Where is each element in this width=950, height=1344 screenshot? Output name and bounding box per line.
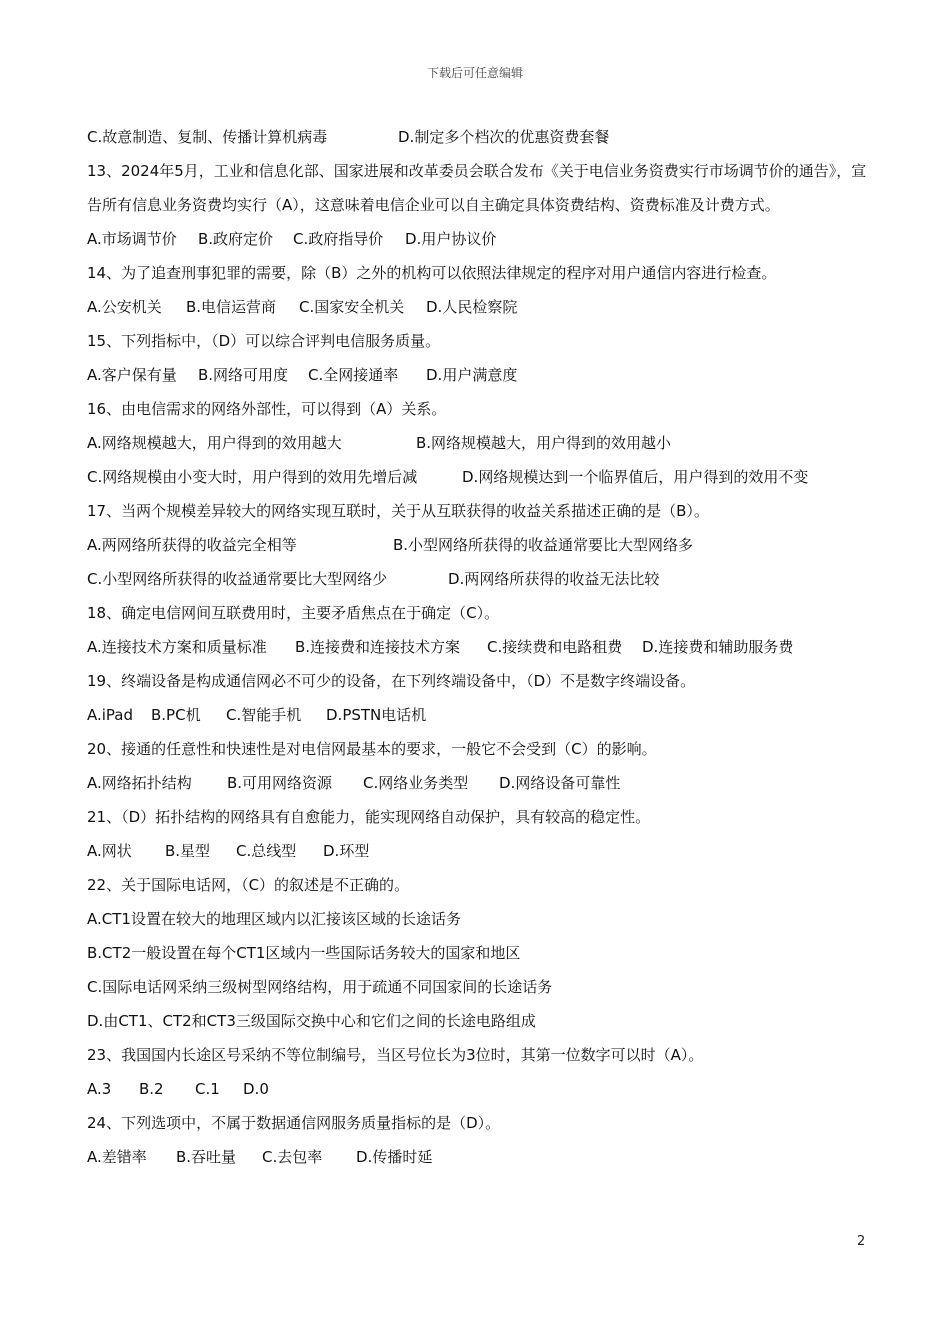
answer-option: C.接续费和电路租费 (487, 638, 623, 656)
answer-option: C.全网接通率 (308, 366, 399, 384)
document-body (87, 120, 867, 1174)
question-text: C.国际电话网采纳三级树型网络结构，用于疏通不同国家间的长途话务 (87, 978, 553, 996)
question-text: 24、下列选项中，不属于数据通信网服务质量指标的是（D）。 (87, 1114, 501, 1132)
answer-option: A.两网络所获得的收益完全相等 (87, 536, 297, 554)
answer-option: A.市场调节价 (87, 230, 177, 248)
options-row (87, 698, 867, 732)
answer-option: B.小型网络所获得的收益通常要比大型网络多 (393, 536, 694, 554)
question-text: 21、（D）拓扑结构的网络具有自愈能力，能实现网络自动保护，具有较高的稳定性。 (87, 808, 651, 826)
question-text: 14、为了追查刑事犯罪的需要，除（B）之外的机构可以依照法律规定的程序对用户通信内容进行检查。 (87, 264, 777, 282)
answer-option: D.PSTN电话机 (326, 706, 427, 724)
question-text: 18、确定电信网间互联费用时，主要矛盾焦点在于确定（C）。 (87, 604, 500, 622)
answer-option: A.iPad (87, 706, 134, 724)
options-row (87, 630, 867, 664)
question-text: 16、由电信需求的网络外部性，可以得到（A）关系。 (87, 400, 447, 418)
answer-option: A.网络拓扑结构 (87, 774, 192, 792)
options-row (87, 290, 867, 324)
answer-option: C.小型网络所获得的收益通常要比大型网络少 (87, 570, 388, 588)
answer-option: D.0 (243, 1080, 269, 1098)
answer-option: D.网络设备可靠性 (499, 774, 621, 792)
answer-option: D.制定多个档次的优惠资费套餐 (398, 128, 610, 146)
options-row (87, 358, 867, 392)
options-row (87, 120, 867, 154)
answer-option: C.网络业务类型 (363, 774, 469, 792)
page-header: 下载后可任意编辑 (426, 66, 523, 80)
answer-option: D.连接费和辅助服务费 (642, 638, 794, 656)
answer-option: B.网络可用度 (198, 366, 289, 384)
answer-option: B.网络规模越大，用户得到的效用越小 (416, 434, 672, 452)
answer-option: B.政府定价 (198, 230, 274, 248)
answer-option: A.客户保有量 (87, 366, 177, 384)
question-text: 22、关于国际电话网，（C）的叙述是不正确的。 (87, 876, 410, 894)
answer-option: B.2 (139, 1080, 164, 1098)
answer-option: D.环型 (323, 842, 370, 860)
answer-option: D.人民检察院 (426, 298, 518, 316)
options-row (87, 528, 867, 562)
answer-option: B.吞吐量 (176, 1148, 237, 1166)
question-text: 15、下列指标中，（D）可以综合评判电信服务质量。 (87, 332, 441, 350)
question-text: B.CT2一般设置在每个CT1区域内一些国际话务较大的国家和地区 (87, 944, 521, 962)
options-row (87, 834, 867, 868)
options-row (87, 426, 867, 460)
page-number: 2 (857, 1234, 866, 1249)
answer-option: A.3 (87, 1080, 112, 1098)
answer-option: D.网络规模达到一个临界值后，用户得到的效用不变 (462, 468, 809, 486)
question-text: A.CT1设置在较大的地理区域内以汇接该区域的长途话务 (87, 910, 461, 928)
answer-option: D.用户满意度 (426, 366, 518, 384)
answer-option: C.去包率 (262, 1148, 323, 1166)
question-text: 19、终端设备是构成通信网必不可少的设备，在下列终端设备中，（D）不是数字终端设备。 (87, 672, 696, 690)
options-row (87, 562, 867, 596)
question-text: 20、接通的任意性和快速性是对电信网最基本的要求，一般它不会受到（C）的影响。 (87, 740, 657, 758)
answer-option: C.智能手机 (226, 706, 302, 724)
question-text: D.由CT1、CT2和CT3三级国际交换中心和它们之间的长途电路组成 (87, 1012, 536, 1030)
answer-option: C.1 (195, 1080, 220, 1098)
question-text: 17、当两个规模差异较大的网络实现互联时，关于从互联获得的收益关系描述正确的是（B）。 (87, 502, 709, 520)
options-row (87, 1072, 867, 1106)
answer-option: D.两网络所获得的收益无法比较 (448, 570, 660, 588)
question-text: 13、2024年5月，工业和信息化部、国家进展和改革委员会联合发布《关于电信业务资费实行市场调节价的通告》，宣告所有信息业务资费均实行（A），这意味着电信企业可以自主确定具体资费结构、资费标准及计费方式。 (87, 162, 867, 214)
answer-option: D.传播时延 (356, 1148, 433, 1166)
answer-option: B.可用网络资源 (227, 774, 333, 792)
answer-option: A.网状 (87, 842, 132, 860)
answer-option: C.网络规模由小变大时，用户得到的效用先增后减 (87, 468, 418, 486)
answer-option: B.电信运营商 (186, 298, 277, 316)
answer-option: B.连接费和连接技术方案 (295, 638, 461, 656)
answer-option: C.总线型 (236, 842, 297, 860)
answer-option: D.用户协议价 (405, 230, 497, 248)
options-row (87, 766, 867, 800)
question-text: 23、我国国内长途区号采纳不等位制编号，当区号位长为3位时，其第一位数字可以时（A）。 (87, 1046, 704, 1064)
options-row (87, 222, 867, 256)
answer-option: A.差错率 (87, 1148, 147, 1166)
answer-option: C.政府指导价 (293, 230, 384, 248)
options-row (87, 1140, 867, 1174)
answer-option: B.星型 (165, 842, 211, 860)
answer-option: C.国家安全机关 (299, 298, 405, 316)
answer-option: C.故意制造、复制、传播计算机病毒 (87, 128, 328, 146)
answer-option: A.公安机关 (87, 298, 162, 316)
answer-option: A.连接技术方案和质量标准 (87, 638, 267, 656)
answer-option: B.PC机 (151, 706, 201, 724)
answer-option: A.网络规模越大，用户得到的效用越大 (87, 434, 342, 452)
options-row (87, 460, 867, 494)
